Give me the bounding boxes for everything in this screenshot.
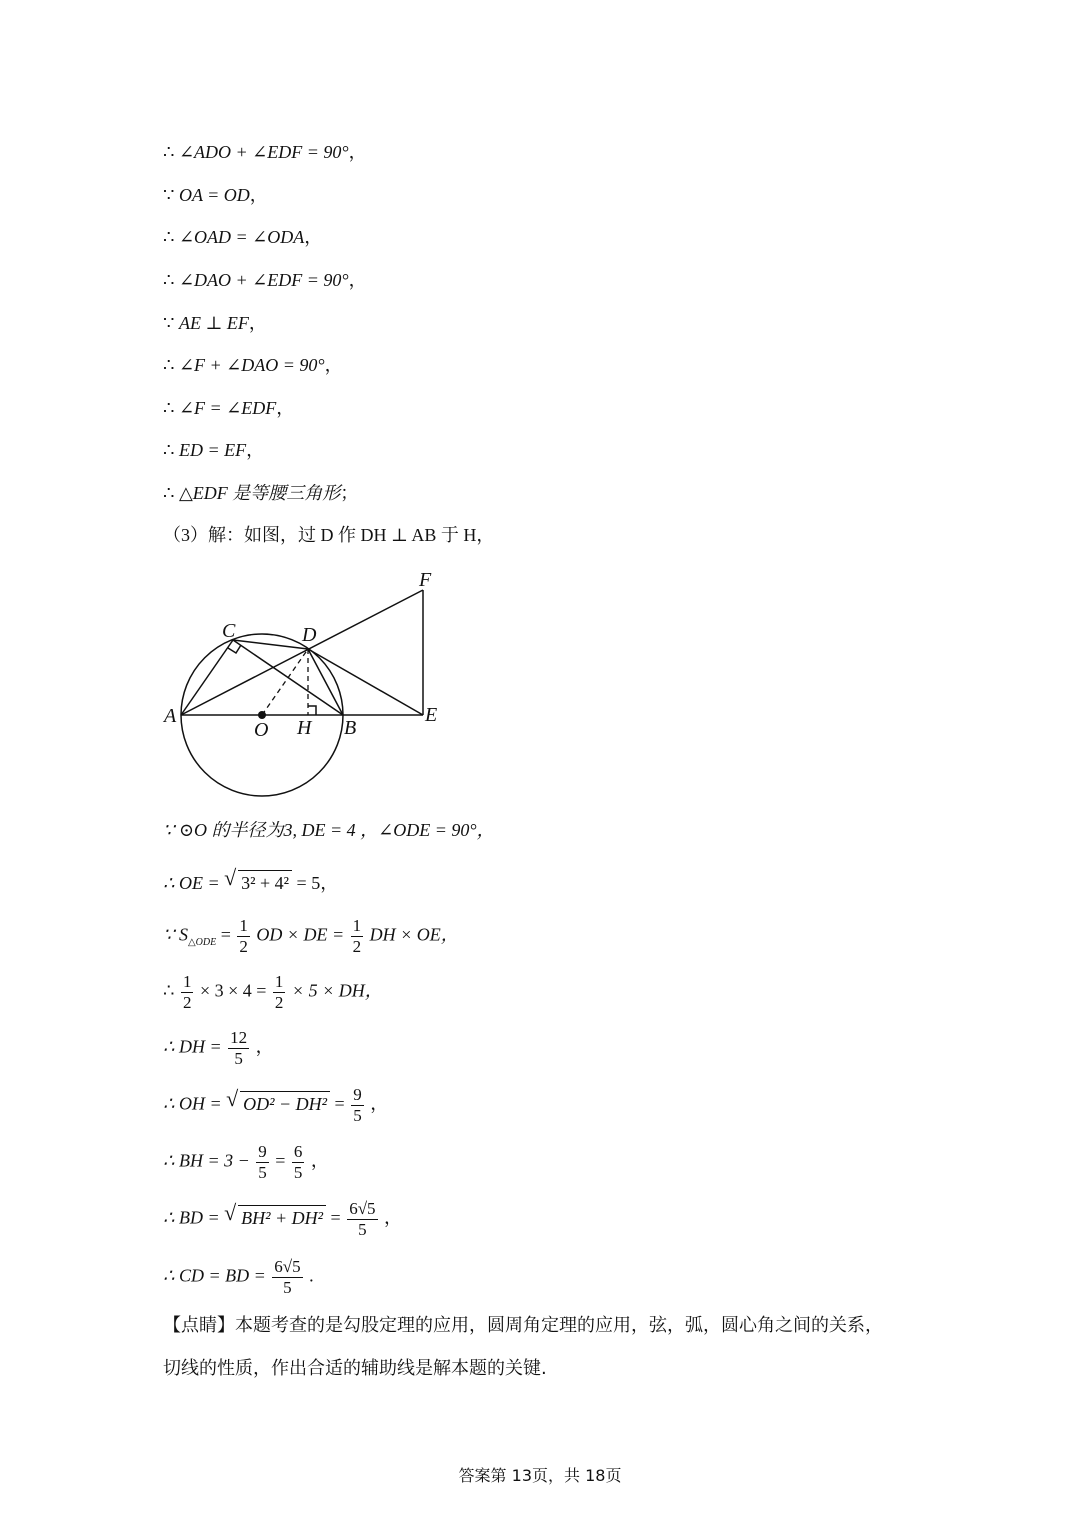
label-d: D (302, 624, 317, 646)
center-dot (258, 711, 266, 719)
label-b: B (344, 717, 357, 739)
calc-line-5: ∴ DH = $\frac{12}{5}$ ， (163, 1028, 274, 1068)
calc-line-9: ∴ CD = BD = $\frac{6√5}{5}$ . (163, 1257, 314, 1297)
calc-line-7: ∴ BH = 3 − $\frac{9}{5}$ = $\frac{6}{5}$ ， (163, 1142, 329, 1182)
calc-line-1: ∵ ⊙O 的半径为3, DE = 4 ，∠ODE = 90°， (163, 820, 495, 840)
note-line-1: 【点睛】本题考查的是勾股定理的应用，圆周角定理的应用，弦，弧，圆心角之间的关系， (163, 1315, 883, 1336)
calc-line-6: ∴ OH = √ OD² − DH² = $\frac{9}{5}$ ， (163, 1085, 389, 1125)
step-1: ∴ ∠ADO + ∠EDF = 90°， (163, 142, 367, 162)
step-4: ∴ ∠DAO + ∠EDF = 90°， (163, 270, 367, 290)
label-e: E (425, 704, 438, 726)
label-a: A (164, 705, 177, 727)
step-3: ∴ ∠OAD = ∠ODA， (163, 227, 323, 247)
part3-intro: （3）解：如图，过 D 作 DH ⊥ AB 于 H， (163, 525, 495, 545)
step-5: ∵ AE ⊥ EF， (163, 313, 267, 333)
segment-ac (181, 640, 233, 715)
calc-line-2: ∴ OE = √ 3² + 4² = 5， (163, 865, 339, 893)
step-9: ∴ △EDF 是等腰三角形； (163, 483, 359, 503)
page-footer: 答案第 13页，共 18页 (458, 1466, 622, 1485)
calc-line-3: ∵ $S_{\triangle ODE}$ = $\frac{1}{2}$ OD × DE = $\frac{1}{2}$ DH × OE， (163, 916, 459, 956)
step-8: ∴ ED = EF， (163, 440, 265, 460)
label-c: C (222, 620, 236, 642)
label-f: F (419, 569, 432, 591)
calc-line-8: ∴ BD = √ BH² + DH² = $\frac{6√5}{5}$ ， (163, 1199, 403, 1239)
calc-line-4: ∴ $\frac{1}{2}$ × 3 × 4 = $\frac{1}{2}$ × 5 × DH， (163, 972, 383, 1012)
geometry-figure (160, 565, 460, 801)
right-angle-c (228, 645, 241, 653)
segment-od (262, 649, 308, 715)
step-6: ∴ ∠F + ∠DAO = 90°， (163, 355, 343, 375)
step-2: ∵ OA = OD， (163, 185, 268, 205)
note-line-2: 切线的性质，作出合适的辅助线是解本题的关键. (163, 1358, 547, 1379)
step-7: ∴ ∠F = ∠EDF， (163, 398, 295, 418)
segment-af (181, 590, 423, 715)
label-o: O (254, 719, 269, 741)
right-angle-h (308, 706, 316, 715)
label-h: H (297, 717, 312, 739)
